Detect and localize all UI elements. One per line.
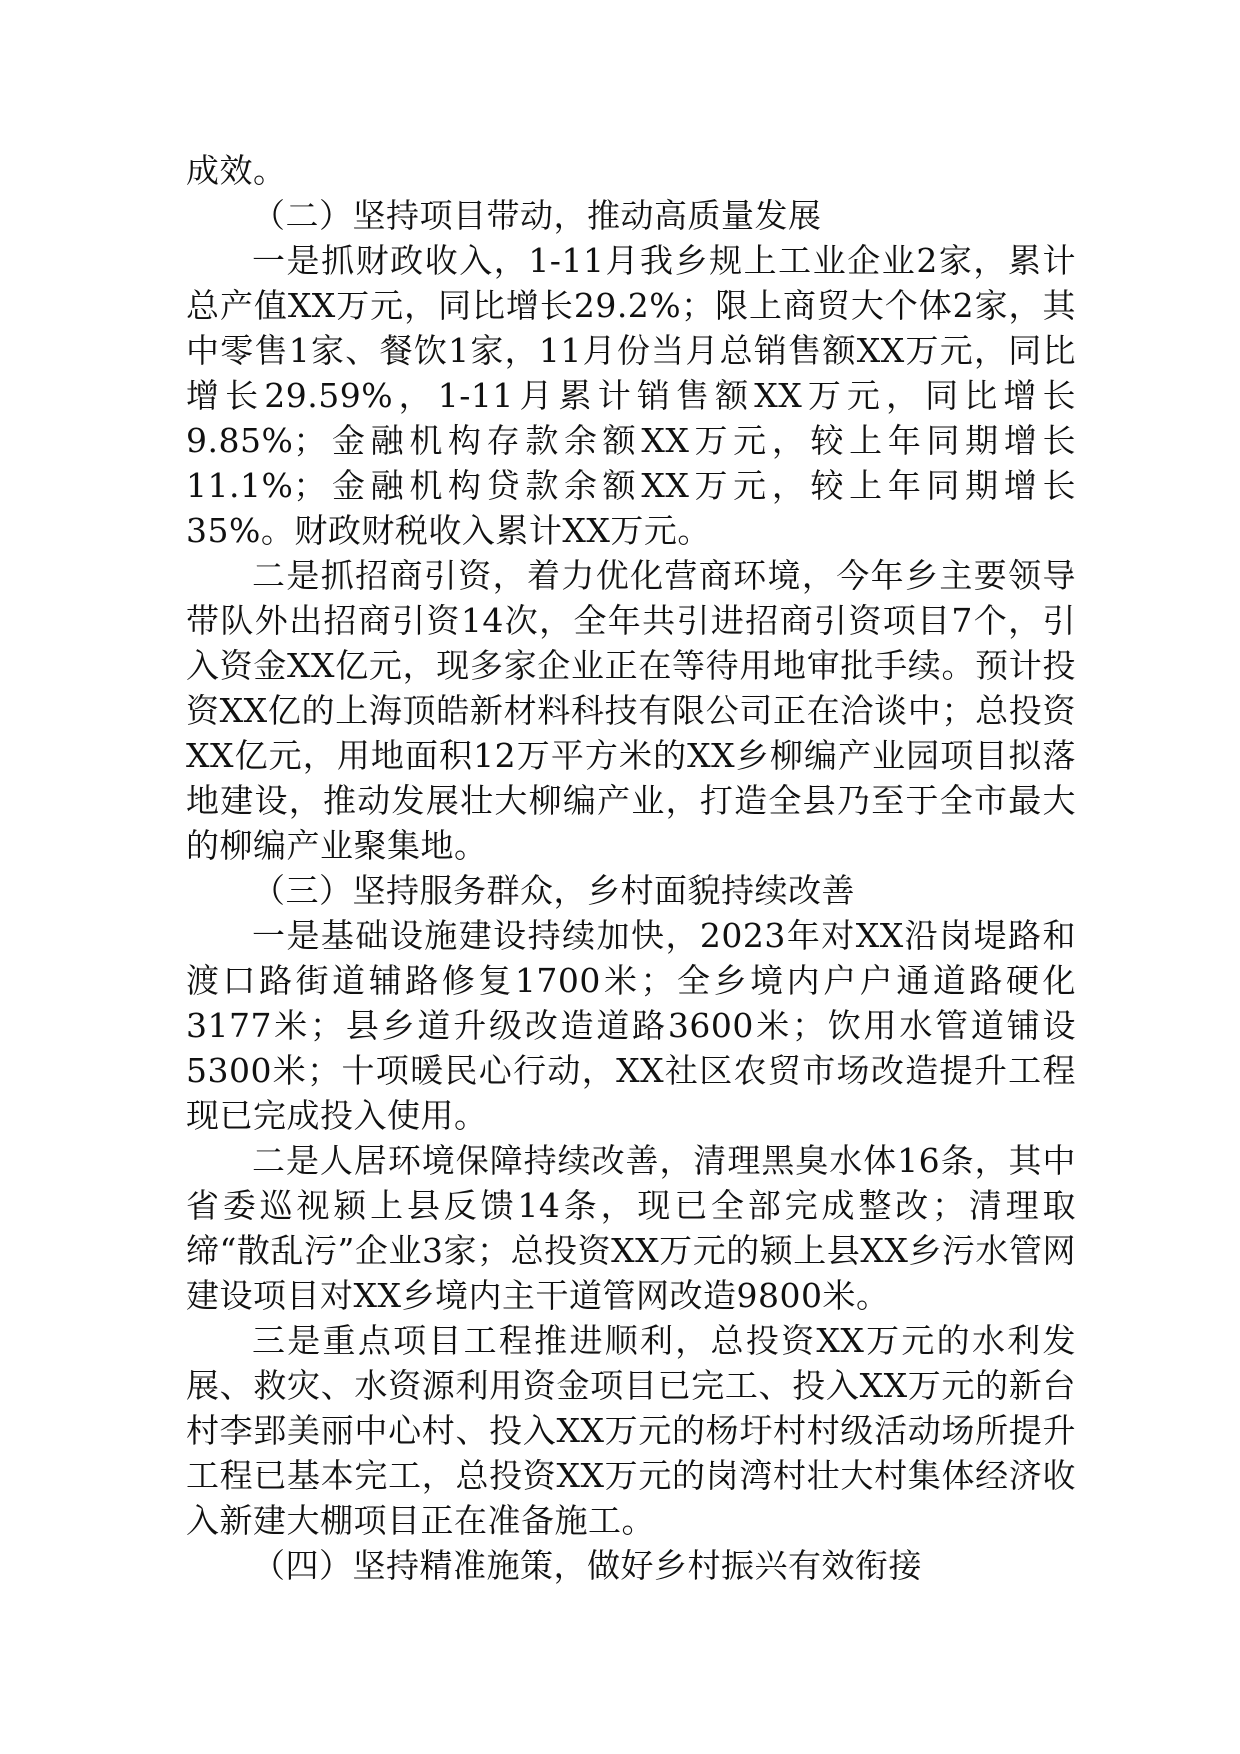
section-heading-4: （四）坚持精准施策，做好乡村振兴有效衔接	[252, 1546, 922, 1585]
body-paragraph: 二是人居环境保障持续改善，清理黑臭水体16条，其中省委巡视颍上县反馈14条，现已全部完成整改；清理取缔“散乱污”企业3家；总投资XX万元的颍上县XX乡污水管网建设项目对XX乡境内主干道管网改造9800米。	[186, 1141, 1076, 1315]
body-paragraph: 一是基础设施建设持续加快，2023年对XX沿岗堤路和渡口路街道辅路修复1700米；全乡境内户户通道路硬化3177米；县乡道升级改造道路3600米；饮用水管道铺设5300米；十项暖民心行动，XX社区农贸市场改造提升工程现已完成投入使用。	[186, 916, 1076, 1135]
body-paragraph: 一是抓财政收入，1-11月我乡规上工业企业2家，累计总产值XX万元，同比增长29.2%；限上商贸大个体2家，其中零售1家、餐饮1家，11月份当月总销售额XX万元，同比增长29.59%，1-11月累计销售额XX万元，同比增长9.85%；金融机构存款余额XX万元，较上年同期增长11.1%；金融机构贷款余额XX万元，较上年同期增长35%。财政财税收入累计XX万元。	[186, 241, 1076, 550]
section-heading-2: （二）坚持项目带动，推动高质量发展	[252, 196, 822, 235]
section-heading-3: （三）坚持服务群众，乡村面貌持续改善	[252, 871, 855, 910]
body-paragraph: 三是重点项目工程推进顺利，总投资XX万元的水利发展、救灾、水资源利用资金项目已完工、投入XX万元的新台村李郢美丽中心村、投入XX万元的杨圩村村级活动场所提升工程已基本完工，总投资XX万元的岗湾村壮大村集体经济收入新建大棚项目正在准备施工。	[186, 1321, 1076, 1540]
document-body	[186, 148, 1076, 1588]
body-paragraph: 二是抓招商引资，着力优化营商环境，今年乡主要领导带队外出招商引资14次，全年共引进招商引资项目7个，引入资金XX亿元，现多家企业正在等待用地审批手续。预计投资XX亿的上海顶皓新材料科技有限公司正在洽谈中；总投资XX亿元，用地面积12万平方米的XX乡柳编产业园项目拟落地建设，推动发展壮大柳编产业，打造全县乃至于全市最大的柳编产业聚集地。	[186, 556, 1076, 865]
continuation-paragraph: 成效。	[186, 151, 287, 190]
